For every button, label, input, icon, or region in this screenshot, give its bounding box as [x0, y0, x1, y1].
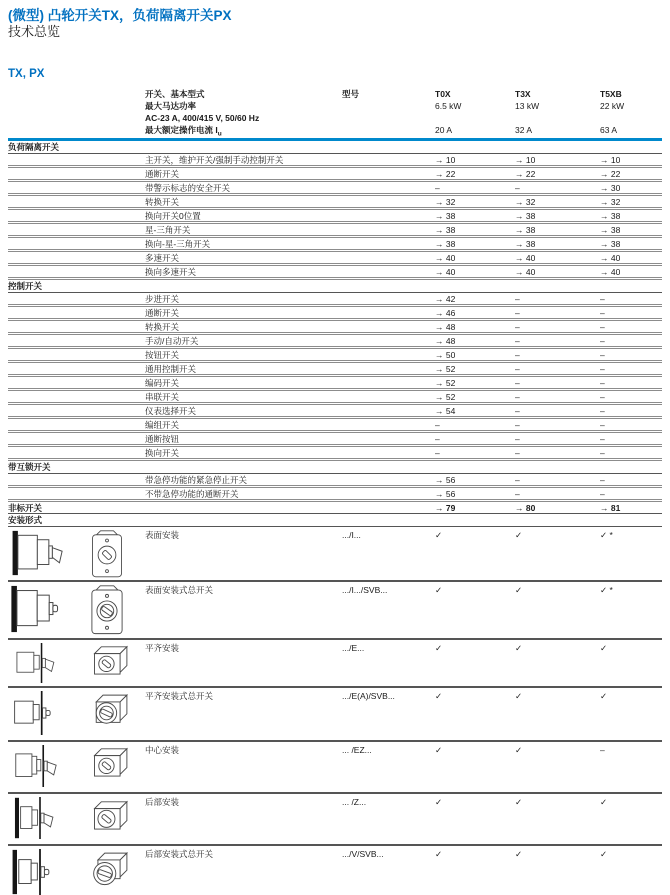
check-t0x: ✓: [435, 585, 443, 595]
page-ref-t5xb: –: [600, 350, 605, 360]
spec-header: [8, 88, 662, 136]
table-row: [8, 224, 662, 238]
page-ref-t0x: → 46: [435, 308, 456, 318]
page-ref-t0x: → 52: [435, 364, 456, 374]
mounting-label: 平齐安装: [145, 643, 180, 653]
page-ref-t3x: → 32: [515, 197, 536, 207]
page-ref-t3x: → 22: [515, 169, 536, 179]
check-t5xb: ✓: [600, 797, 608, 807]
check-t0x: ✓: [435, 849, 443, 859]
check-t3x: ✓: [515, 691, 523, 701]
page-ref-t5xb: → 81: [600, 503, 621, 513]
enclosure-switch-drawing: [86, 527, 145, 580]
page-subtitle: 技术总览: [8, 24, 61, 39]
check-t5xb: ✓: [600, 691, 608, 701]
page-ref-t0x: → 10: [435, 155, 456, 165]
nonstandard-switches-row: [8, 502, 662, 514]
page-ref-t5xb: –: [600, 322, 605, 332]
page-ref-t0x: → 52: [435, 378, 456, 388]
table-row: [8, 391, 662, 405]
table-row: [8, 405, 662, 419]
col-model: 型号: [342, 89, 360, 99]
page-ref-t0x: → 56: [435, 489, 456, 499]
row-label: 主开关，维护开关/强制手动控制开关: [145, 155, 284, 165]
check-t5xb: –: [600, 745, 605, 755]
max-current-label: 最大额定操作电流 $I_u$: [145, 125, 222, 138]
page-ref-t5xb: –: [600, 392, 605, 402]
page-ref-t3x: –: [515, 322, 520, 332]
current-t5xb: 63 A: [600, 125, 618, 135]
row-label: 带警示标志的安全开关: [145, 183, 231, 193]
flush-mount-side-diagram: [8, 640, 86, 683]
page-ref-t5xb: –: [600, 308, 605, 318]
table-row: [8, 168, 662, 182]
row-label: 按钮开关: [145, 350, 180, 360]
page-ref-t3x: → 38: [515, 239, 536, 249]
page-ref-t3x: –: [515, 448, 520, 458]
check-t3x: ✓: [515, 745, 523, 755]
type-code: .../E...: [342, 643, 365, 653]
row-label: 多速开关: [145, 253, 180, 263]
page-ref-t5xb: → 32: [600, 197, 621, 207]
check-t3x: ✓: [515, 849, 523, 859]
page-ref-t0x: → 40: [435, 253, 456, 263]
check-t3x: ✓: [515, 530, 523, 540]
row-label: 通断按钮: [145, 434, 180, 444]
page-ref-t0x: –: [435, 183, 440, 193]
page-ref-t5xb: –: [600, 378, 605, 388]
table-row: [8, 293, 662, 307]
page-ref-t3x: –: [515, 475, 520, 485]
surface-mount-main-side-diagram: [8, 582, 86, 633]
mounting-label: 平齐安装式总开关: [145, 691, 214, 701]
table-row: [8, 154, 662, 168]
page-ref-t0x: → 52: [435, 392, 456, 402]
table-row: [8, 488, 662, 502]
table-row: [8, 238, 662, 252]
row-label: 带急停功能的紧急停止开关: [145, 475, 248, 485]
table-row: [8, 196, 662, 210]
page-ref-t3x: –: [515, 392, 520, 402]
row-label: 通断开关: [145, 169, 180, 179]
table-row: [8, 447, 662, 461]
page-ref-t5xb: → 30: [600, 183, 621, 193]
table-row: [8, 307, 662, 321]
page-ref-t5xb: –: [600, 420, 605, 430]
type-code: .../I.../SVB...: [342, 585, 388, 595]
check-t0x: ✓: [435, 691, 443, 701]
table-row: [8, 210, 662, 224]
mounting-label: 后部安装式总开关: [145, 849, 214, 859]
max-motor-power-label: 最大马达功率: [145, 101, 197, 111]
check-t0x: ✓: [435, 745, 443, 755]
ac-rating-label: AC-23 A, 400/415 V, 50/60 Hz: [145, 113, 260, 123]
row-label: 换向开关0位置: [145, 211, 201, 221]
page-ref-t3x: –: [515, 183, 520, 193]
mounting-row-rear: [8, 794, 662, 846]
page-ref-t5xb: → 38: [600, 239, 621, 249]
col-basic-type: 开关、基本型式: [145, 89, 205, 99]
table-row: [8, 321, 662, 335]
page-ref-t5xb: –: [600, 489, 605, 499]
page-ref-t5xb: → 40: [600, 267, 621, 277]
row-label: 星-三角开关: [145, 225, 191, 235]
check-t3x: ✓: [515, 643, 523, 653]
enclosure-main-switch-drawing: [86, 582, 145, 637]
type-code: .../V/SVB...: [342, 849, 384, 859]
page-ref-t5xb: –: [600, 294, 605, 304]
row-label: 通断开关: [145, 308, 180, 318]
table-row: [8, 474, 662, 488]
page-ref-t0x: → 50: [435, 350, 456, 360]
page-ref-t0x: → 38: [435, 239, 456, 249]
mounting-row-rear-main: [8, 846, 662, 894]
rear-mount-side-diagram: [8, 794, 86, 839]
section-title: 负荷隔离开关: [8, 141, 662, 154]
model-t0x: T0X: [435, 89, 451, 99]
page-ref-t0x: → 79: [435, 503, 456, 513]
page-ref-t3x: –: [515, 308, 520, 318]
row-label: 换向多速开关: [145, 267, 197, 277]
page-ref-t5xb: → 10: [600, 155, 621, 165]
mounting-label: 表面安装式总开关: [145, 585, 214, 595]
page-ref-t5xb: → 40: [600, 253, 621, 263]
page-ref-t0x: → 42: [435, 294, 456, 304]
mounting-label: 后部安装: [145, 797, 180, 807]
type-code: .../E(A)/SVB...: [342, 691, 395, 701]
mounting-row-surface-main: [8, 582, 662, 640]
flush-switch-drawing: [86, 640, 145, 683]
page-ref-t0x: → 22: [435, 169, 456, 179]
row-label: 不带急停功能的通断开关: [145, 489, 239, 499]
page-ref-t0x: → 48: [435, 336, 456, 346]
page-ref-t3x: → 40: [515, 267, 536, 277]
power-t5xb: 22 kW: [600, 101, 625, 111]
page-ref-t0x: → 54: [435, 406, 456, 416]
mounting-row-surface: [8, 527, 662, 582]
mounting-label: 中心安装: [145, 745, 180, 755]
flush-mount-main-side-diagram: [8, 688, 86, 735]
check-t3x: ✓: [515, 797, 523, 807]
mounting-section-title: 安装形式: [8, 514, 662, 527]
nonstandard-label: 非标开关: [8, 503, 43, 513]
page-ref-t0x: → 40: [435, 267, 456, 277]
series-title: TX, PX: [8, 68, 45, 80]
page-ref-t0x: → 56: [435, 475, 456, 485]
rear-mount-main-side-diagram: [8, 846, 86, 895]
check-t5xb: ✓: [600, 849, 608, 859]
row-label: 换向-星-三角开关: [145, 239, 211, 249]
section-interlocked-switches: [8, 461, 662, 502]
table-row: [8, 377, 662, 391]
page-ref-t3x: → 10: [515, 155, 536, 165]
check-t0x: ✓: [435, 643, 443, 653]
page-ref-t5xb: –: [600, 406, 605, 416]
check-t5xb: ✓: [600, 643, 608, 653]
row-label: 转换开关: [145, 322, 180, 332]
page-ref-t5xb: → 38: [600, 211, 621, 221]
page-ref-t0x: → 38: [435, 225, 456, 235]
page-ref-t5xb: –: [600, 336, 605, 346]
current-t0x: 20 A: [435, 125, 453, 135]
power-t0x: 6.5 kW: [435, 101, 462, 111]
model-t3x: T3X: [515, 89, 531, 99]
flush-main-switch-drawing: [86, 688, 145, 735]
table-row: [8, 349, 662, 363]
page-ref-t3x: –: [515, 336, 520, 346]
center-mount-side-diagram: [8, 742, 86, 787]
page-ref-t0x: → 38: [435, 211, 456, 221]
center-switch-drawing: [86, 742, 145, 785]
page-title: (微型) 凸轮开关TX，负荷隔离开关PX: [8, 8, 232, 23]
page-ref-t3x: –: [515, 350, 520, 360]
page-ref-t3x: –: [515, 434, 520, 444]
row-label: 编组开关: [145, 420, 180, 430]
row-label: 步进开关: [145, 294, 180, 304]
page-ref-t3x: → 38: [515, 225, 536, 235]
page-ref-t3x: –: [515, 420, 520, 430]
table-row: [8, 433, 662, 447]
table-row: [8, 335, 662, 349]
page-ref-t5xb: –: [600, 475, 605, 485]
page-ref-t5xb: → 38: [600, 225, 621, 235]
check-t5xb: ✓ *: [600, 530, 613, 540]
page-ref-t5xb: –: [600, 434, 605, 444]
table-row: [8, 419, 662, 433]
model-t5xb: T5XB: [600, 89, 622, 99]
page-ref-t0x: → 48: [435, 322, 456, 332]
section-load-break-switches: [8, 141, 662, 280]
section-control-switches: [8, 280, 662, 461]
page-ref-t5xb: → 22: [600, 169, 621, 179]
type-code: .../I...: [342, 530, 361, 540]
mounting-row-center: [8, 742, 662, 794]
table-row: [8, 266, 662, 280]
page-ref-t3x: → 38: [515, 211, 536, 221]
check-t0x: ✓: [435, 797, 443, 807]
page-ref-t0x: –: [435, 420, 440, 430]
row-label: 换向开关: [145, 448, 180, 458]
page-ref-t5xb: –: [600, 448, 605, 458]
page-ref-t3x: → 80: [515, 503, 536, 513]
rear-switch-drawing: [86, 794, 145, 839]
row-label: 手动/自动开关: [145, 336, 199, 346]
row-label: 编码开关: [145, 378, 180, 388]
mounting-row-flush: [8, 640, 662, 688]
section-title: 控制开关: [8, 280, 662, 293]
page-ref-t0x: –: [435, 448, 440, 458]
row-label: 仪表选择开关: [145, 406, 197, 416]
section-title: 带互锁开关: [8, 461, 662, 474]
page-ref-t3x: –: [515, 378, 520, 388]
surface-mount-side-diagram: [8, 527, 86, 576]
check-t0x: ✓: [435, 530, 443, 540]
row-label: 通用控制开关: [145, 364, 197, 374]
mounting-row-flush-main: [8, 688, 662, 742]
power-t3x: 13 kW: [515, 101, 540, 111]
table-row: [8, 182, 662, 196]
page-ref-t3x: –: [515, 294, 520, 304]
row-label: 转换开关: [145, 197, 180, 207]
page-ref-t3x: –: [515, 364, 520, 374]
check-t5xb: ✓ *: [600, 585, 613, 595]
page-ref-t3x: –: [515, 406, 520, 416]
row-label: 串联开关: [145, 392, 180, 402]
check-t3x: ✓: [515, 585, 523, 595]
table-row: [8, 252, 662, 266]
page-ref-t0x: → 32: [435, 197, 456, 207]
type-code: ... /EZ...: [342, 745, 372, 755]
current-t3x: 32 A: [515, 125, 533, 135]
page-ref-t5xb: –: [600, 364, 605, 374]
type-code: ... /Z...: [342, 797, 367, 807]
table-row: [8, 363, 662, 377]
page-ref-t0x: –: [435, 434, 440, 444]
page-ref-t3x: → 40: [515, 253, 536, 263]
page-ref-t3x: –: [515, 489, 520, 499]
mounting-label: 表面安装: [145, 530, 180, 540]
